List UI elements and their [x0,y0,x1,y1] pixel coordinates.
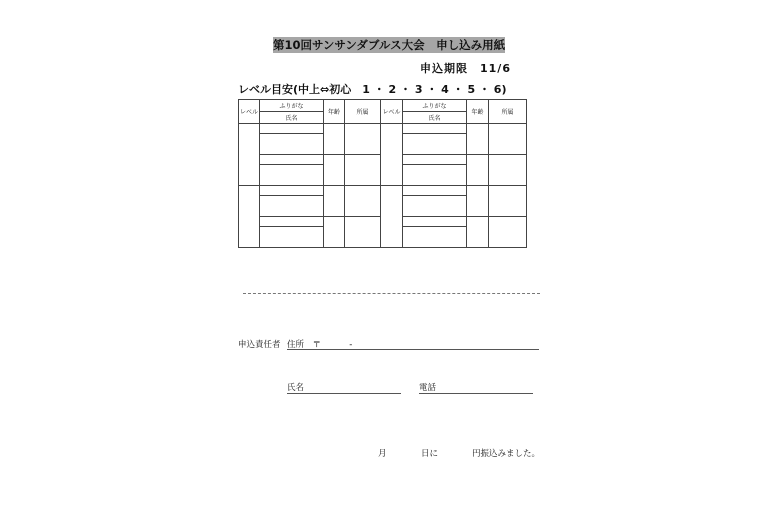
cut-line [243,293,540,294]
level-cell[interactable] [381,124,403,186]
header-age: 年齢 [324,100,345,124]
age-cell[interactable] [324,124,345,155]
header-furigana: ふりがな [260,100,324,112]
furigana-cell[interactable] [403,186,467,196]
affiliation-cell[interactable] [489,124,527,155]
furigana-cell[interactable] [260,155,324,165]
header-furigana: ふりがな [403,100,467,112]
name-cell[interactable] [403,196,467,217]
age-cell[interactable] [467,155,489,186]
furigana-cell[interactable] [403,217,467,227]
name-cell[interactable] [260,227,324,248]
transfer-label: 円振込みました。 [472,449,541,459]
deadline: 申込期限 11/6 [420,62,511,75]
header-affiliation: 所属 [489,100,527,124]
name-cell[interactable] [403,165,467,186]
age-cell[interactable] [324,217,345,248]
header-affiliation: 所属 [345,100,381,124]
month-label: 月 [378,449,387,459]
affiliation-cell[interactable] [489,155,527,186]
name-cell[interactable] [403,134,467,155]
furigana-cell[interactable] [260,124,324,134]
phone-field[interactable] [419,393,533,394]
level-cell[interactable] [239,186,260,248]
affiliation-cell[interactable] [489,217,527,248]
header-name: 氏名 [260,112,324,124]
day-label: 日に [421,449,439,459]
level-guide: レベル目安(中上⇔初心 1 ・ 2 ・ 3 ・ 4 ・ 5 ・ 6) [238,83,507,96]
address-label: 住所 〒 - [287,340,353,350]
name-cell[interactable] [260,134,324,155]
furigana-cell[interactable] [403,155,467,165]
furigana-cell[interactable] [403,124,467,134]
name-cell[interactable] [260,165,324,186]
name-field[interactable] [287,393,401,394]
level-cell[interactable] [239,124,260,186]
age-cell[interactable] [324,155,345,186]
age-cell[interactable] [467,124,489,155]
affiliation-cell[interactable] [489,186,527,217]
header-level: レベル [239,100,260,124]
age-cell[interactable] [467,217,489,248]
phone-label: 電話 [419,383,437,393]
affiliation-cell[interactable] [345,186,381,217]
header-age: 年齢 [467,100,489,124]
name-cell[interactable] [403,227,467,248]
header-name: 氏名 [403,112,467,124]
applicant-label: 申込責任者 [238,340,281,350]
page-title: 第10回サンサンダブルス大会 申し込み用紙 [273,38,506,52]
age-cell[interactable] [467,186,489,217]
furigana-cell[interactable] [260,186,324,196]
affiliation-cell[interactable] [345,155,381,186]
affiliation-cell[interactable] [345,217,381,248]
entry-table [238,99,527,248]
name-label: 氏名 [287,383,305,393]
affiliation-cell[interactable] [345,124,381,155]
age-cell[interactable] [324,186,345,217]
furigana-cell[interactable] [260,217,324,227]
name-cell[interactable] [260,196,324,217]
level-cell[interactable] [381,186,403,248]
header-level: レベル [381,100,403,124]
address-field[interactable] [287,349,539,350]
